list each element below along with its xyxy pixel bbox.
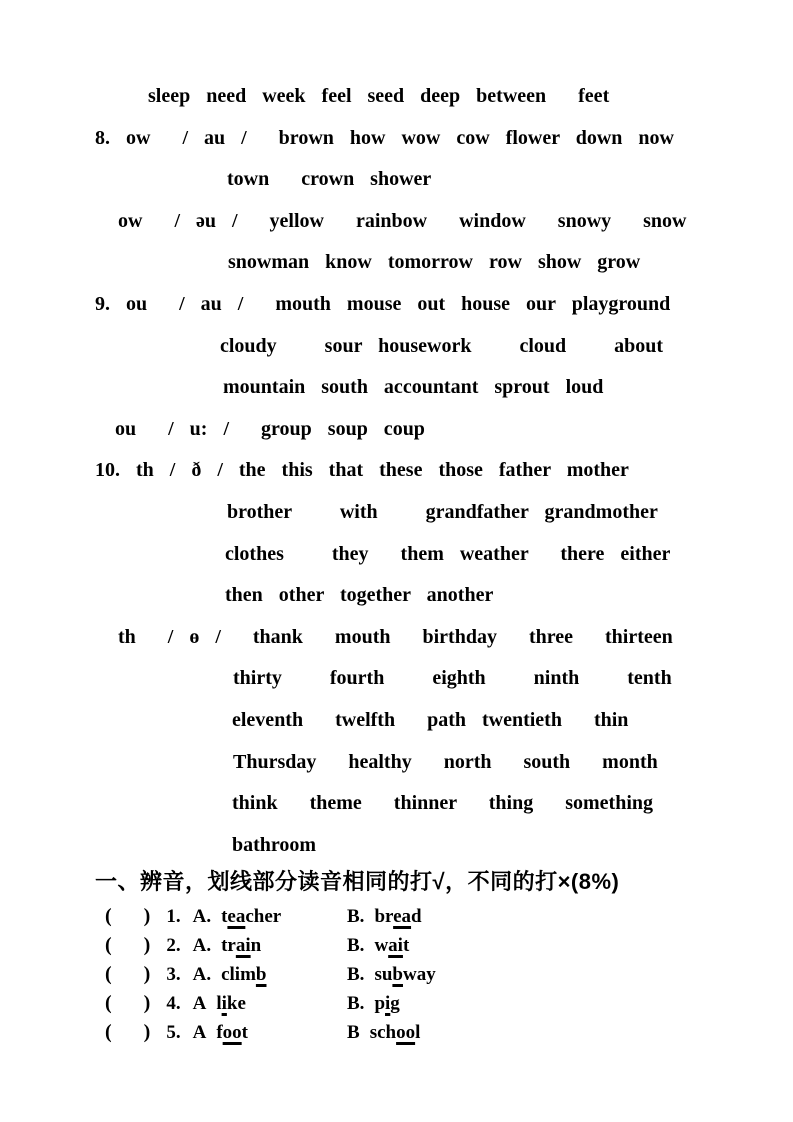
underlined-letters: b [255, 964, 267, 986]
exercise-item [105, 1018, 793, 1047]
phonics-line: th / ɵ / thank mouth birthday three thirteen [118, 625, 673, 648]
underlined-letters: oo [396, 1022, 416, 1044]
option-b-group [347, 902, 422, 931]
answer-blank-parens [105, 905, 150, 927]
exercise-item-list [0, 902, 793, 1047]
word-suffix: t [402, 935, 410, 957]
phonics-line: 8. ow / au / brown how wow cow flower down now [95, 126, 674, 149]
word-prefix: sch [369, 1022, 397, 1044]
word-suffix: t [241, 1022, 248, 1044]
open-paren: ( [105, 905, 112, 928]
word-prefix: tr [221, 935, 236, 957]
word-prefix: t [221, 906, 228, 928]
option-a-word [216, 1022, 248, 1043]
phonics-line: mountain south accountant sprout loud [223, 376, 604, 399]
open-paren: ( [105, 934, 112, 957]
word-prefix: su [374, 964, 393, 986]
item-number: 4. [166, 993, 181, 1015]
option-b-word [374, 993, 399, 1014]
option-a-word [216, 993, 246, 1014]
close-paren: ) [143, 934, 151, 957]
open-paren: ( [105, 963, 112, 986]
close-paren: ) [143, 963, 151, 986]
option-a-label: A. [192, 964, 212, 986]
word-prefix: l [216, 993, 222, 1015]
answer-blank-parens [105, 1021, 150, 1043]
option-b-label: B. [347, 964, 365, 986]
word-suffix: way [402, 964, 436, 986]
exercise-item [105, 902, 793, 931]
option-b-word [374, 964, 435, 985]
open-paren: ( [105, 992, 112, 1015]
phonics-line: then other together another [225, 584, 494, 607]
item-number: 1. [166, 906, 181, 928]
word-prefix: clim [221, 964, 256, 986]
close-paren: ) [143, 905, 151, 928]
option-a-group [105, 931, 347, 960]
word-suffix: d [411, 906, 422, 928]
word-suffix: g [390, 993, 400, 1015]
phonics-line: snowman know tomorrow row show grow [228, 251, 641, 274]
option-b-group [347, 960, 436, 989]
close-paren: ) [143, 1021, 151, 1044]
word-suffix: n [250, 935, 262, 957]
option-b-group [347, 931, 409, 960]
phonics-line: ow / əu / yellow rainbow window snowy snow [118, 209, 687, 232]
exercise-item [105, 960, 793, 989]
word-suffix: ke [226, 993, 246, 1015]
option-a-word [221, 935, 261, 956]
option-a-group [105, 989, 347, 1018]
underlined-letters: b [392, 964, 403, 986]
underlined-letters: ai [235, 935, 251, 957]
word-prefix: f [216, 1022, 223, 1044]
option-b-group [347, 989, 400, 1018]
word-prefix: p [374, 993, 386, 1015]
open-paren: ( [105, 1021, 112, 1044]
option-b-label: B. [347, 906, 365, 928]
word-suffix: cher [245, 906, 282, 928]
phonics-line: sleep need week feel seed deep between feet [148, 85, 610, 107]
option-b-label: B [347, 1022, 360, 1044]
underlined-letters: oo [222, 1022, 242, 1044]
option-b-word [374, 906, 421, 927]
underlined-letters: i [385, 993, 391, 1015]
underlined-letters: ai [388, 935, 403, 957]
phonics-line: cloudy sour housework cloud about [220, 334, 664, 357]
word-prefix: w [374, 935, 389, 957]
phonics-line: Thursday healthy north south month [233, 750, 658, 773]
item-number: 2. [166, 935, 181, 957]
phonics-line: thirty fourth eighth ninth tenth [233, 667, 672, 690]
item-number: 3. [166, 964, 181, 986]
word-prefix: br [374, 906, 394, 928]
word-suffix: l [415, 1022, 421, 1044]
underlined-letters: ea [227, 906, 246, 928]
phonics-line: brother with grandfather grandmother [227, 500, 658, 523]
underlined-letters: ea [393, 906, 412, 928]
answer-blank-parens [105, 963, 150, 985]
answer-blank-parens [105, 934, 150, 956]
option-b-label: B. [347, 993, 365, 1015]
option-a-label: A [192, 1022, 207, 1044]
phonics-line: town crown shower [227, 168, 432, 191]
option-b-group [347, 1018, 420, 1047]
phonics-line: 9. ou / au / mouth mouse out house our playground [95, 292, 671, 315]
option-a-group [105, 902, 347, 931]
item-number: 5. [166, 1022, 181, 1044]
option-a-label: A. [192, 935, 212, 957]
phonics-line: clothes they them weather there either [225, 542, 671, 565]
option-a-group [105, 1018, 347, 1047]
option-a-label: A [192, 993, 207, 1015]
option-a-label: A. [192, 906, 212, 928]
section-heading: 一、辨音，划线部分读音相同的打√，不同的打×(8%) [95, 869, 620, 895]
phonics-line: think theme thinner thing something [232, 792, 654, 815]
phonics-line: 10. th / ð / the this that these those father mother [95, 459, 629, 482]
option-b-label: B. [347, 935, 365, 957]
option-a-word [221, 964, 266, 985]
phonics-line: bathroom [232, 833, 317, 856]
phonics-line: eleventh twelfth path twentieth thin [232, 708, 629, 731]
underlined-letters: i [221, 993, 227, 1015]
option-b-word [370, 1022, 421, 1043]
sound-discrimination-exercise [0, 867, 793, 1047]
phonics-line: ou / u: / group soup coup [115, 417, 425, 440]
option-a-group [105, 960, 347, 989]
close-paren: ) [143, 992, 151, 1015]
option-b-word [374, 935, 409, 956]
exercise-item [105, 931, 793, 960]
answer-blank-parens [105, 992, 150, 1014]
exercise-item [105, 989, 793, 1018]
option-a-word [221, 906, 281, 927]
